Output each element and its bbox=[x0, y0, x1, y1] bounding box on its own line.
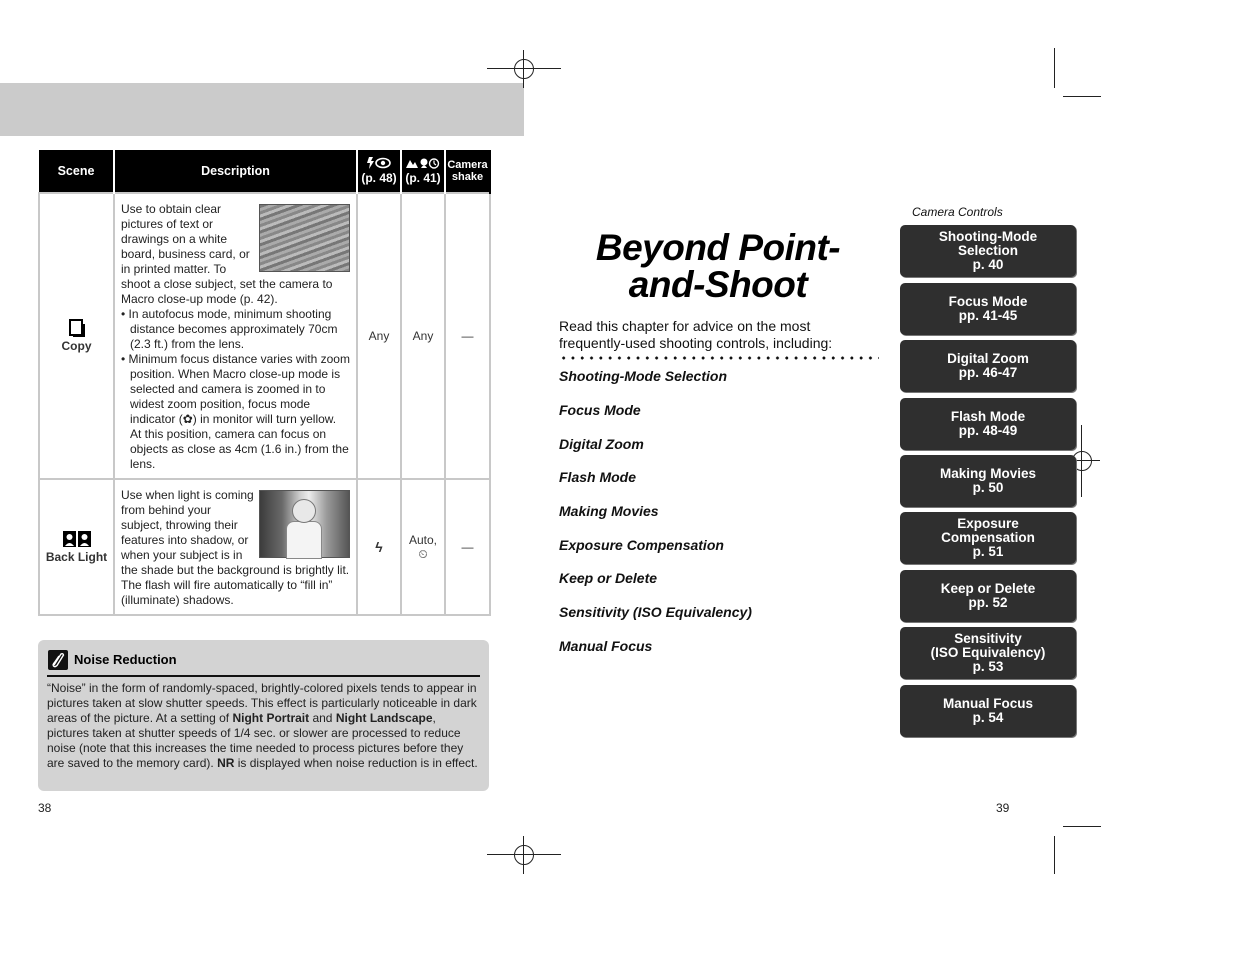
noise-reduction-title: Noise Reduction bbox=[74, 652, 177, 667]
focus-cell: Any bbox=[401, 193, 445, 479]
setting-night-portrait: Night Portrait bbox=[232, 711, 310, 725]
nav-tab-label: Flash Mode pp. 48-49 bbox=[950, 409, 1026, 438]
chapter-title-line2: and-Shoot bbox=[628, 264, 808, 305]
text-span: is displayed when noise reduction is in effect. bbox=[234, 756, 478, 770]
focus-mode-icons bbox=[406, 157, 440, 169]
nav-tab-keep-or-delete[interactable] bbox=[900, 570, 1076, 622]
flash-redeye-icon bbox=[366, 157, 392, 169]
topic-item: Manual Focus bbox=[559, 638, 653, 654]
nav-tab-focus-mode[interactable] bbox=[900, 283, 1076, 335]
back-light-icon bbox=[62, 530, 92, 548]
nav-tab-label: Shooting-Mode Selection p. 40 bbox=[938, 229, 1038, 272]
topic-item: Exposure Compensation bbox=[559, 537, 724, 553]
back-light-sample-photo bbox=[259, 490, 350, 558]
topic-item: Digital Zoom bbox=[559, 436, 644, 452]
crop-mark bbox=[1054, 836, 1055, 874]
nav-tab-label: Focus Mode pp. 41-45 bbox=[948, 294, 1028, 323]
topic-item: Focus Mode bbox=[559, 402, 641, 418]
text-span: “Noise” in the form of randomly-spaced, brightly-colored pixels tends to appear in pictures taken at slow shutter speeds. This effect is particularly noticeable in dark areas of the picture. At a setting of bbox=[47, 681, 477, 725]
header-scene: Scene bbox=[39, 150, 114, 193]
crop-mark bbox=[1063, 826, 1101, 827]
description-bullet: • Minimum focus distance varies with zoom position. When Macro close-up mode is selected and camera is zoomed in to widest zoom position, focus mode indicator (✿) in monitor will turn yellow. At this position, camera can focus on objects as close as 4cm (1.6 in.) from the lens. bbox=[121, 352, 350, 471]
topic-item: Sensitivity (ISO Equivalency) bbox=[559, 604, 752, 620]
flash-cell: Any bbox=[357, 193, 401, 479]
nav-tab-label: Manual Focus p. 54 bbox=[942, 696, 1033, 725]
page-number-left: 38 bbox=[38, 801, 52, 815]
description-cell bbox=[114, 193, 357, 479]
registration-mark bbox=[514, 59, 534, 79]
nr-indicator: NR bbox=[217, 756, 235, 770]
section-label: Camera Controls bbox=[912, 205, 1003, 219]
focus-cell bbox=[401, 479, 445, 615]
crop-mark bbox=[1063, 96, 1101, 97]
chapter-intro: Read this chapter for advice on the most frequently-used shooting controls, including: bbox=[559, 318, 833, 351]
description-cell bbox=[114, 479, 357, 615]
nav-tab-manual-focus[interactable] bbox=[900, 685, 1076, 737]
table-row bbox=[39, 479, 490, 615]
flash-cell bbox=[357, 479, 401, 615]
shake-cell: — bbox=[445, 193, 490, 479]
self-timer-icon: ⏲ bbox=[418, 546, 428, 561]
nav-tab-making-movies[interactable] bbox=[900, 455, 1076, 507]
copy-sample-photo bbox=[259, 204, 350, 272]
nav-tab-digital-zoom[interactable] bbox=[900, 340, 1076, 392]
scene-table bbox=[38, 150, 491, 616]
table-header-row bbox=[39, 150, 490, 193]
header-focus bbox=[401, 150, 445, 193]
description-intro: Use to obtain clear pictures of text or drawings on a white board, business card, or in printed matter. To shoot a close subject, set the camera to Macro close-up mode (p. 42). bbox=[121, 202, 333, 306]
copy-icon bbox=[69, 319, 85, 337]
dotted-divider bbox=[559, 356, 879, 360]
header-flash bbox=[357, 150, 401, 193]
topic-item: Flash Mode bbox=[559, 469, 637, 485]
text-span: , pictures taken at shutter speeds of 1/4 sec. or slower are processed to reduce noise (note that this increases the time needed to process pictures before they are saved to the memory card). bbox=[47, 711, 464, 770]
header-camera-shake bbox=[445, 150, 490, 193]
crop-mark bbox=[1054, 48, 1055, 88]
scene-cell-back-light bbox=[39, 479, 114, 615]
nav-tab-flash-mode[interactable] bbox=[900, 398, 1076, 450]
nav-tab-shooting-mode[interactable] bbox=[900, 225, 1076, 277]
setting-night-landscape: Night Landscape bbox=[335, 711, 433, 725]
note-icon bbox=[48, 650, 68, 670]
header-description: Description bbox=[114, 150, 357, 193]
nav-tab-label: Keep or Delete pp. 52 bbox=[940, 581, 1036, 610]
shake-cell: — bbox=[445, 479, 490, 615]
flash-icon: ϟ bbox=[375, 539, 383, 555]
scene-cell-copy bbox=[39, 193, 114, 479]
topic-item: Keep or Delete bbox=[559, 570, 658, 586]
nav-tab-label: Sensitivity (ISO Equivalency) p. 53 bbox=[930, 631, 1046, 674]
header-shake-line2: shake bbox=[451, 171, 484, 183]
header-focus-page: (p. 41) bbox=[405, 171, 441, 185]
table-row bbox=[39, 193, 490, 479]
noise-reduction-text bbox=[47, 681, 481, 771]
nav-tab-sensitivity[interactable] bbox=[900, 627, 1076, 679]
description-intro: Use when light is coming from behind your subject, throwing their features into shadow, or when your subject is in the shade but the background is brightly lit. The flash will fire automatically to “fill in” (illuminate) shadows. bbox=[121, 488, 350, 607]
scene-name: Back Light bbox=[45, 550, 108, 564]
focus-value: Auto, bbox=[408, 532, 438, 547]
description-bullet: • In autofocus mode, minimum shooting distance becomes approximately 70cm (2.3 ft.) from the lens. bbox=[121, 307, 338, 351]
topic-item: Making Movies bbox=[559, 503, 659, 519]
header-shake-line1: Camera bbox=[447, 159, 488, 171]
header-band bbox=[0, 83, 524, 136]
chapter-title-line1: Beyond Point- bbox=[595, 227, 841, 268]
nav-tab-label: Exposure Compensation p. 51 bbox=[941, 516, 1035, 559]
nav-tab-label: Digital Zoom pp. 46-47 bbox=[947, 351, 1029, 380]
nav-tab-exposure-compensation[interactable] bbox=[900, 512, 1076, 564]
header-flash-page: (p. 48) bbox=[361, 171, 397, 185]
page-number-right: 39 bbox=[996, 801, 1010, 815]
scene-name: Copy bbox=[61, 339, 92, 353]
text-span: and bbox=[309, 711, 336, 725]
nav-tab-label: Making Movies p. 50 bbox=[939, 466, 1037, 495]
chapter-title bbox=[560, 229, 876, 303]
registration-mark bbox=[514, 845, 534, 865]
divider bbox=[47, 675, 480, 677]
topic-item: Shooting-Mode Selection bbox=[559, 368, 727, 384]
